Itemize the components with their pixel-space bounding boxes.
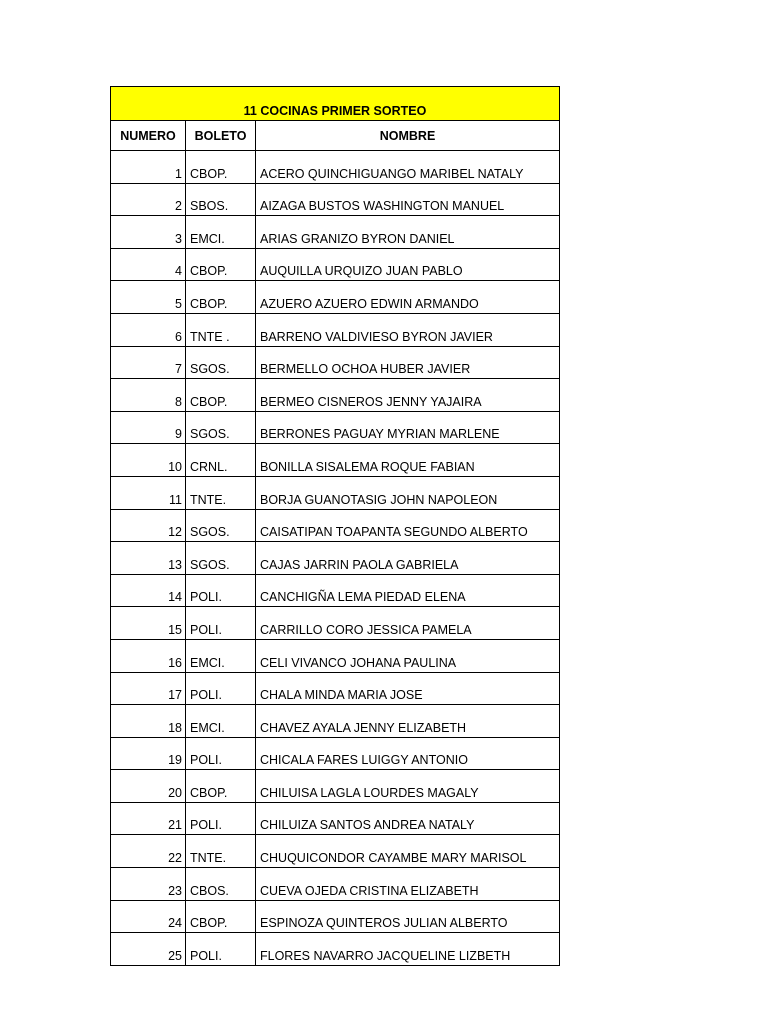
row-rank-cell: CBOS. <box>186 868 256 901</box>
table-row <box>111 476 560 509</box>
row-rank-cell: EMCI. <box>186 216 256 249</box>
row-number-cell: 1 <box>111 151 186 184</box>
row-name-cell: AUQUILLA URQUIZO JUAN PABLO <box>256 248 560 281</box>
row-number-cell: 19 <box>111 737 186 770</box>
row-name-cell: AIZAGA BUSTOS WASHINGTON MANUEL <box>256 183 560 216</box>
spreadsheet-page <box>110 86 559 966</box>
row-rank-cell: TNTE. <box>186 835 256 868</box>
row-rank-cell: TNTE . <box>186 313 256 346</box>
table-row <box>111 183 560 216</box>
row-number-cell: 12 <box>111 509 186 542</box>
row-number-cell: 10 <box>111 444 186 477</box>
row-number-cell: 20 <box>111 770 186 803</box>
row-number-cell: 25 <box>111 933 186 966</box>
table-row <box>111 607 560 640</box>
table-row <box>111 672 560 705</box>
row-number-cell: 23 <box>111 868 186 901</box>
row-name-cell: CUEVA OJEDA CRISTINA ELIZABETH <box>256 868 560 901</box>
row-name-cell: BERMEO CISNEROS JENNY YAJAIRA <box>256 379 560 412</box>
row-rank-cell: SGOS. <box>186 542 256 575</box>
row-name-cell: ESPINOZA QUINTEROS JULIAN ALBERTO <box>256 900 560 933</box>
table-row <box>111 639 560 672</box>
row-name-cell: CELI VIVANCO JOHANA PAULINA <box>256 639 560 672</box>
row-name-cell: CHAVEZ AYALA JENNY ELIZABETH <box>256 705 560 738</box>
row-rank-cell: SGOS. <box>186 346 256 379</box>
row-rank-cell: POLI. <box>186 607 256 640</box>
row-name-cell: CANCHIGÑA LEMA PIEDAD ELENA <box>256 574 560 607</box>
row-name-cell: CARRILLO CORO JESSICA PAMELA <box>256 607 560 640</box>
row-name-cell: BORJA GUANOTASIG JOHN NAPOLEON <box>256 476 560 509</box>
row-rank-cell: SBOS. <box>186 183 256 216</box>
table-row <box>111 542 560 575</box>
table-row <box>111 444 560 477</box>
row-number-cell: 6 <box>111 313 186 346</box>
row-number-cell: 17 <box>111 672 186 705</box>
row-number-cell: 16 <box>111 639 186 672</box>
row-rank-cell: CBOP. <box>186 281 256 314</box>
row-number-cell: 5 <box>111 281 186 314</box>
row-number-cell: 13 <box>111 542 186 575</box>
row-rank-cell: POLI. <box>186 802 256 835</box>
row-rank-cell: CBOP. <box>186 900 256 933</box>
row-name-cell: AZUERO AZUERO EDWIN ARMANDO <box>256 281 560 314</box>
table-row <box>111 574 560 607</box>
table-row <box>111 705 560 738</box>
table-row <box>111 346 560 379</box>
row-rank-cell: CBOP. <box>186 770 256 803</box>
table-row <box>111 248 560 281</box>
row-name-cell: CHILUISA LAGLA LOURDES MAGALY <box>256 770 560 803</box>
row-rank-cell: EMCI. <box>186 705 256 738</box>
row-rank-cell: TNTE. <box>186 476 256 509</box>
row-number-cell: 8 <box>111 379 186 412</box>
row-name-cell: BARRENO VALDIVIESO BYRON JAVIER <box>256 313 560 346</box>
row-number-cell: 7 <box>111 346 186 379</box>
row-rank-cell: EMCI. <box>186 639 256 672</box>
row-name-cell: ACERO QUINCHIGUANGO MARIBEL NATALY <box>256 151 560 184</box>
table-row <box>111 933 560 966</box>
row-number-cell: 11 <box>111 476 186 509</box>
row-name-cell: CHICALA FARES LUIGGY ANTONIO <box>256 737 560 770</box>
row-name-cell: BONILLA SISALEMA ROQUE FABIAN <box>256 444 560 477</box>
row-name-cell: CHUQUICONDOR CAYAMBE MARY MARISOL <box>256 835 560 868</box>
title-row <box>111 87 560 121</box>
row-number-cell: 3 <box>111 216 186 249</box>
table-row <box>111 281 560 314</box>
row-number-cell: 24 <box>111 900 186 933</box>
row-rank-cell: CBOP. <box>186 151 256 184</box>
row-name-cell: BERRONES PAGUAY MYRIAN MARLENE <box>256 411 560 444</box>
row-number-cell: 22 <box>111 835 186 868</box>
table-row <box>111 835 560 868</box>
row-rank-cell: POLI. <box>186 737 256 770</box>
row-name-cell: CAJAS JARRIN PAOLA GABRIELA <box>256 542 560 575</box>
table-row <box>111 313 560 346</box>
row-rank-cell: CRNL. <box>186 444 256 477</box>
row-name-cell: ARIAS GRANIZO BYRON DANIEL <box>256 216 560 249</box>
row-rank-cell: POLI. <box>186 574 256 607</box>
row-rank-cell: CBOP. <box>186 248 256 281</box>
row-name-cell: BERMELLO OCHOA HUBER JAVIER <box>256 346 560 379</box>
row-rank-cell: SGOS. <box>186 411 256 444</box>
column-header-boleto: BOLETO <box>186 121 256 151</box>
row-number-cell: 4 <box>111 248 186 281</box>
row-rank-cell: CBOP. <box>186 379 256 412</box>
table-row <box>111 411 560 444</box>
row-rank-cell: POLI. <box>186 672 256 705</box>
column-header-numero: NUMERO <box>111 121 186 151</box>
raffle-table <box>110 86 560 966</box>
table-row <box>111 509 560 542</box>
row-rank-cell: SGOS. <box>186 509 256 542</box>
table-row <box>111 379 560 412</box>
table-row <box>111 900 560 933</box>
row-rank-cell: POLI. <box>186 933 256 966</box>
row-number-cell: 15 <box>111 607 186 640</box>
table-row <box>111 802 560 835</box>
row-name-cell: CAISATIPAN TOAPANTA SEGUNDO ALBERTO <box>256 509 560 542</box>
row-number-cell: 2 <box>111 183 186 216</box>
table-row <box>111 216 560 249</box>
header-row <box>111 121 560 151</box>
row-number-cell: 14 <box>111 574 186 607</box>
table-row <box>111 868 560 901</box>
table-row <box>111 151 560 184</box>
row-number-cell: 9 <box>111 411 186 444</box>
table-row <box>111 737 560 770</box>
table-title: 11 COCINAS PRIMER SORTEO <box>111 87 560 121</box>
row-name-cell: FLORES NAVARRO JACQUELINE LIZBETH <box>256 933 560 966</box>
table-body <box>111 151 560 966</box>
table-row <box>111 770 560 803</box>
row-name-cell: CHALA MINDA MARIA JOSE <box>256 672 560 705</box>
row-number-cell: 18 <box>111 705 186 738</box>
column-header-nombre: NOMBRE <box>256 121 560 151</box>
row-number-cell: 21 <box>111 802 186 835</box>
row-name-cell: CHILUIZA SANTOS ANDREA NATALY <box>256 802 560 835</box>
